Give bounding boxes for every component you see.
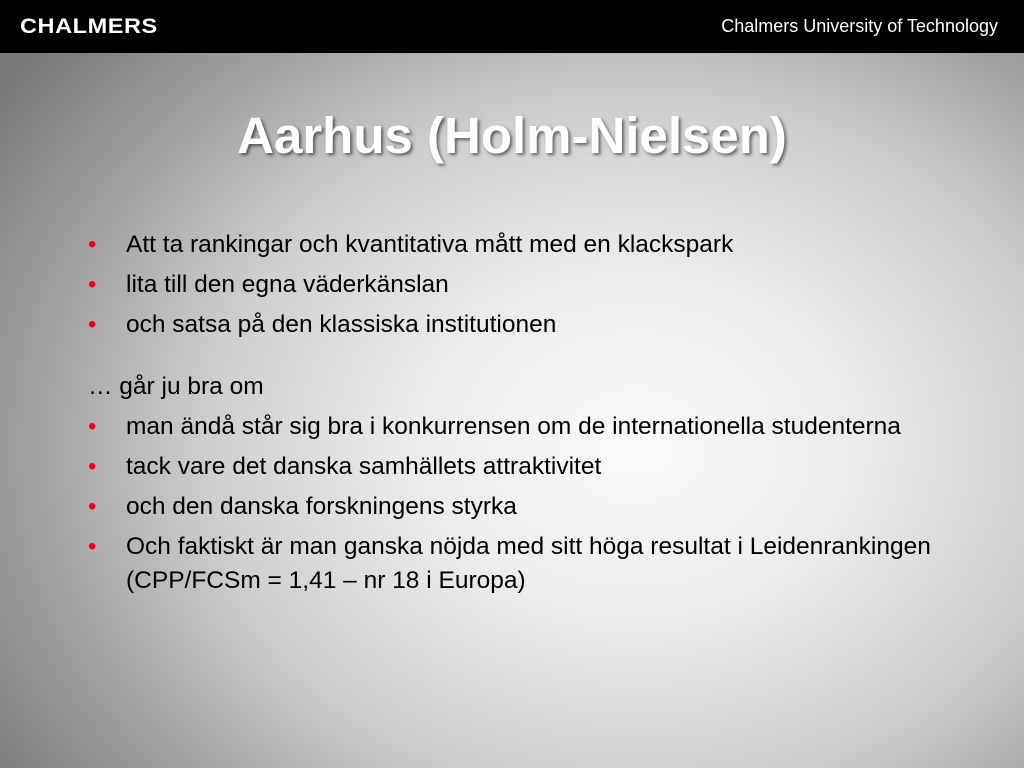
list-item <box>88 530 968 598</box>
bullet-icon: • <box>88 413 97 440</box>
bullet-icon: • <box>88 533 97 560</box>
bullet-icon: • <box>88 311 97 338</box>
list-item-text: Och faktiskt är man ganska nöjda med sitt höga resultat i Leidenrankingen (CPP/FCSm = 1,41 – nr 18 i Europa) <box>126 533 931 594</box>
chalmers-logo: CHALMERS <box>20 15 158 38</box>
list-item <box>88 490 968 524</box>
list-item-text: lita till den egna väderkänslan <box>126 271 449 298</box>
bullet-list-2 <box>88 410 968 598</box>
institution-name: Chalmers University of Technology <box>721 16 998 36</box>
list-item-text: och den danska forskningens styrka <box>126 493 517 520</box>
list-item <box>88 268 968 302</box>
list-item-text: och satsa på den klassiska institutionen <box>126 311 557 338</box>
header-bar <box>0 0 1024 53</box>
list-item <box>88 308 968 342</box>
list-item-text: man ändå står sig bra i konkurrensen om de internationella studenterna <box>126 413 901 440</box>
list-item <box>88 410 968 444</box>
slide-title: Aarhus (Holm-Nielsen) <box>237 107 787 164</box>
list-item <box>88 450 968 484</box>
bullet-icon: • <box>88 493 97 520</box>
slide-content <box>88 228 968 604</box>
bullet-icon: • <box>88 231 97 258</box>
bullet-icon: • <box>88 271 97 298</box>
list-item-text: Att ta rankingar och kvantitativa mått med en klackspark <box>126 231 734 258</box>
bullet-icon: • <box>88 453 97 480</box>
bullet-list-1 <box>88 228 968 342</box>
list-item <box>88 228 968 262</box>
plain-line: … går ju bra om <box>88 373 264 400</box>
list-item-text: tack vare det danska samhällets attraktivitet <box>126 453 602 480</box>
